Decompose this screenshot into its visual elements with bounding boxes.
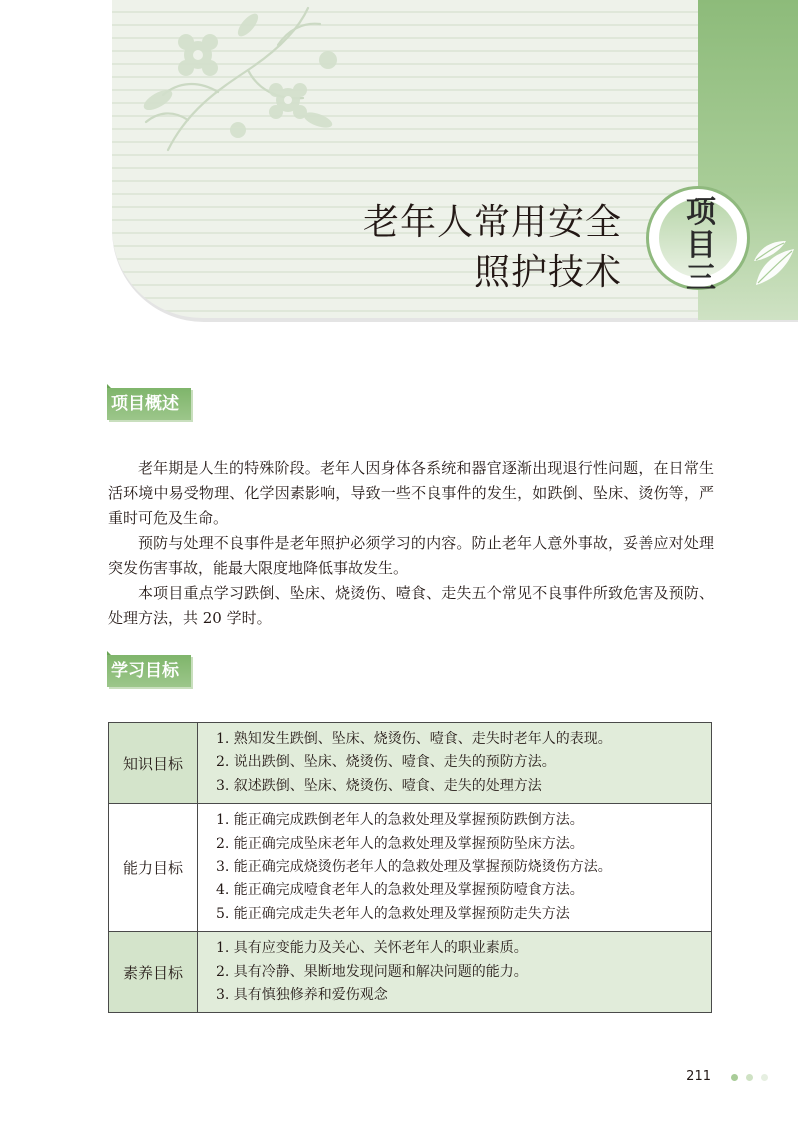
objective-item: 2. 说出跌倒、坠床、烧烫伤、噎食、走失的预防方法。: [216, 754, 556, 771]
page-dot-icon: [731, 1074, 738, 1081]
leaf-ornament-icon: [750, 235, 798, 291]
overview-paragraph: 老年期是人生的特殊阶段。老年人因身体各系统和器官逐渐出现退行性问题，在日常生活环境中易受物理、化学因素影响，导致一些不良事件的发生，如跌倒、坠床、烫伤等，严重时可危及生命。: [108, 459, 714, 527]
objective-item: 3. 具有慎独修养和爱伤观念: [216, 987, 388, 1004]
objective-item: 1. 能正确完成跌倒老年人的急救处理及掌握预防跌倒方法。: [216, 812, 584, 829]
chapter-title: [363, 198, 622, 298]
project-badge-label: [681, 196, 721, 295]
objective-item: 1. 具有应变能力及关心、关怀老年人的职业素质。: [216, 940, 528, 957]
table-row: [109, 723, 712, 804]
category-cell: 能力目标: [109, 804, 198, 932]
badge-char: 目: [686, 228, 716, 263]
badge-char: 项: [686, 195, 716, 230]
chapter-title-line-2: 照护技术: [473, 252, 622, 293]
overview-paragraph: 本项目重点学习跌倒、坠床、烧烫伤、噎食、走失五个常见不良事件所致危害及预防、处理方法，共 20 学时。: [108, 584, 714, 627]
table-row: [109, 804, 712, 932]
badge-char: 三: [686, 261, 716, 296]
section-tag-label: 学习目标: [107, 655, 191, 687]
objectives-table: [108, 722, 712, 1013]
overview-paragraph: 预防与处理不良事件是老年照护必须学习的内容。防止老年人意外事故，妥善应对处理突发伤害事故，能最大限度地降低事故发生。: [108, 534, 714, 577]
table-row: [109, 932, 712, 1013]
objective-item: 3. 能正确完成烧烫伤老年人的急救处理及掌握预防烧烫伤方法。: [216, 859, 612, 876]
page-dot-icon: [746, 1074, 753, 1081]
objective-item: 2. 能正确完成坠床老年人的急救处理及掌握预防坠床方法。: [216, 835, 584, 852]
objective-item: 1. 熟知发生跌倒、坠床、烧烫伤、噎食、走失时老年人的表现。: [216, 731, 612, 747]
objective-item: 5. 能正确完成走失老年人的急救处理及掌握预防走失方法: [216, 905, 570, 922]
items-cell: [198, 723, 712, 804]
items-cell: [198, 932, 712, 1013]
objective-item: 4. 能正确完成噎食老年人的急救处理及掌握预防噎食方法。: [216, 882, 584, 899]
chapter-title-line-1: 老年人常用安全: [362, 202, 622, 243]
objective-item: 3. 叙述跌倒、坠床、烧烫伤、噎食、走失的处理方法: [216, 777, 542, 794]
category-cell: 知识目标: [109, 723, 198, 804]
category-cell: 素养目标: [109, 932, 198, 1013]
items-cell: [198, 804, 712, 932]
section-tag-label: 项目概述: [107, 388, 191, 420]
objective-item: 2. 具有冷静、果断地发现问题和解决问题的能力。: [216, 963, 528, 980]
overview-text: [108, 456, 714, 631]
page-dot-icon: [761, 1074, 768, 1081]
floral-ornament-icon: [128, 0, 348, 160]
page-number: 211: [686, 1069, 711, 1084]
